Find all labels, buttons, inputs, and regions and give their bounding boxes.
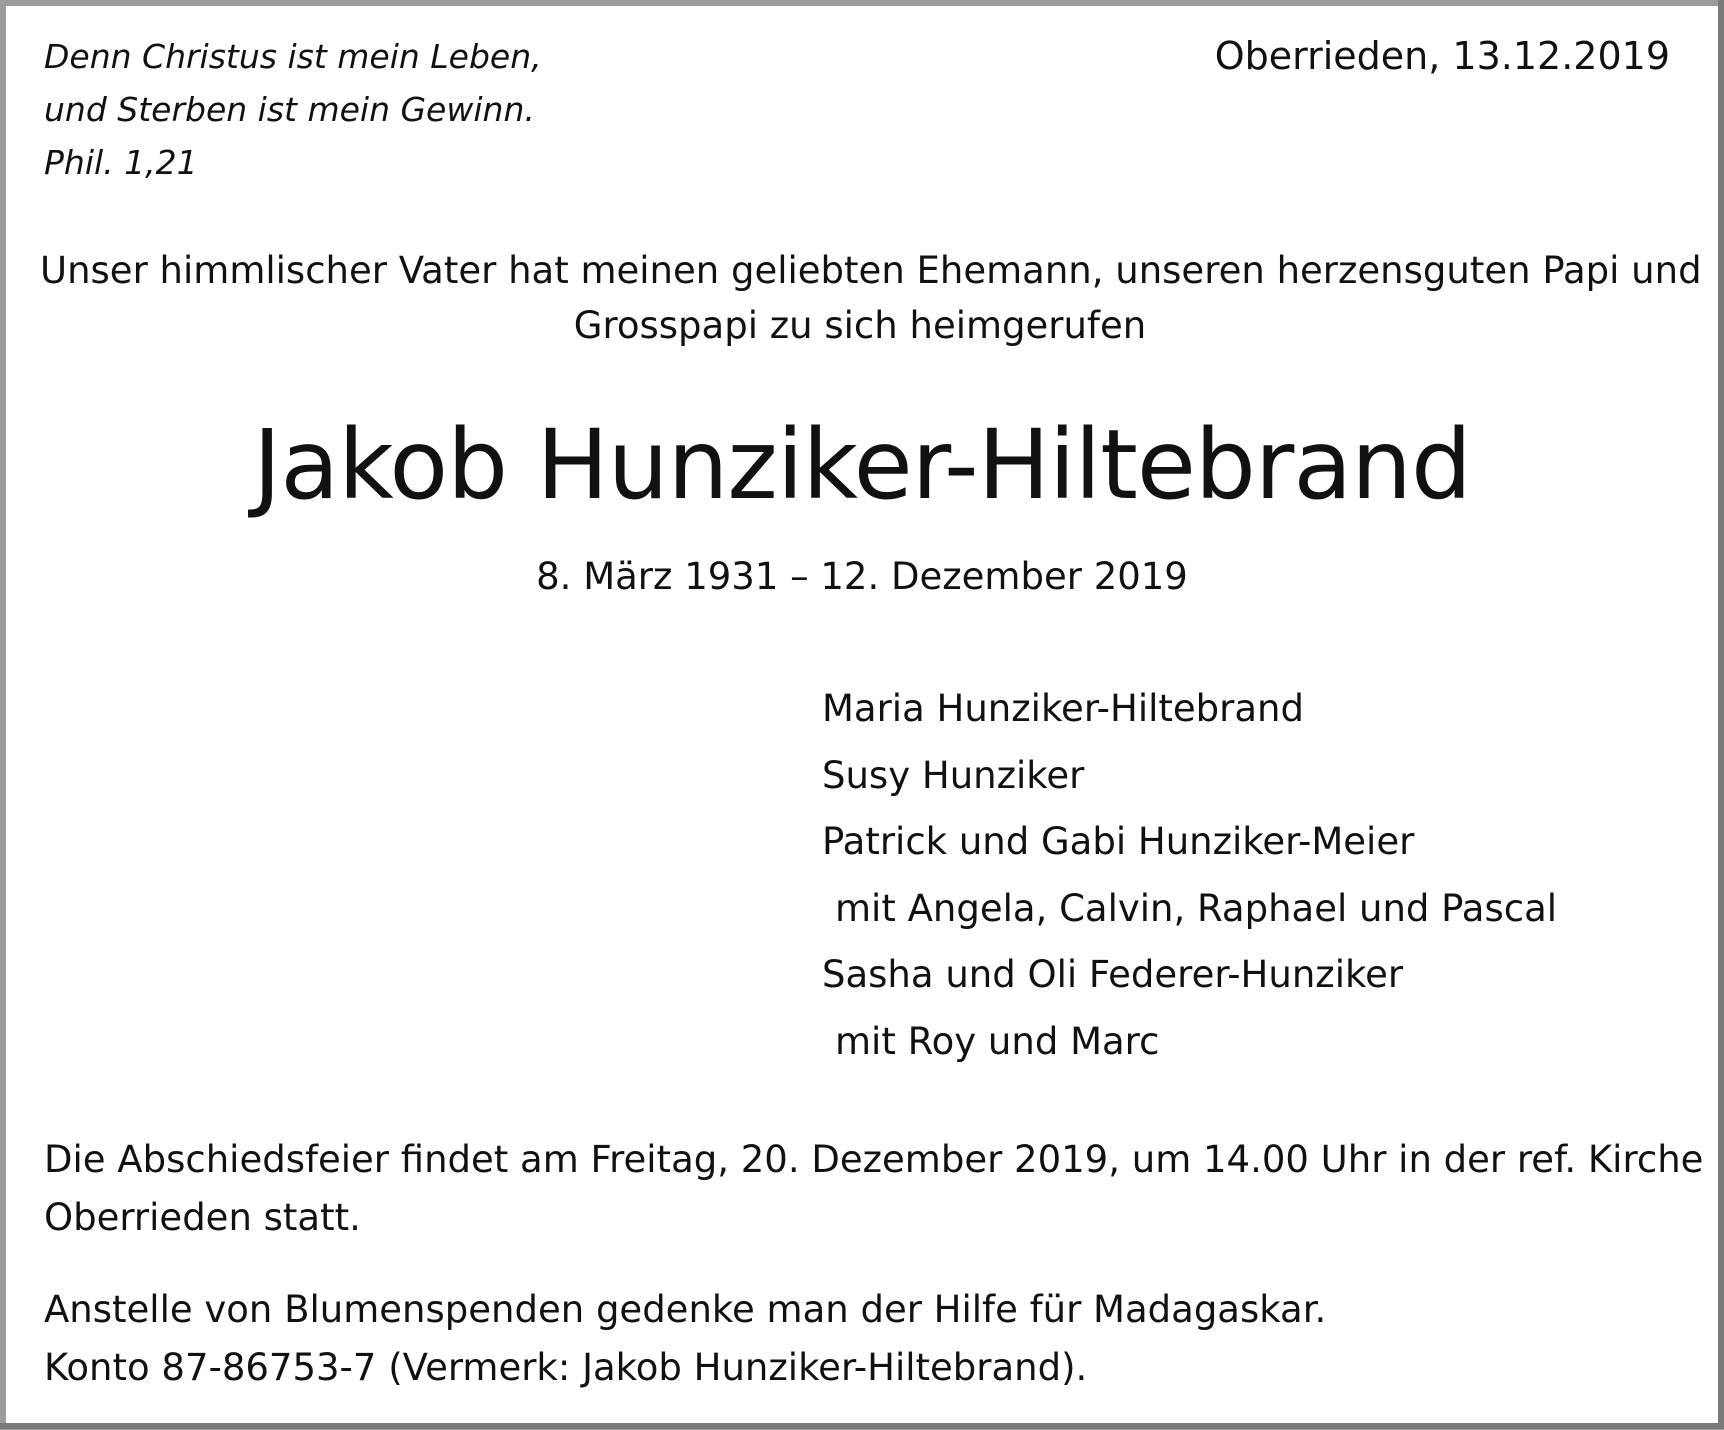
life-dates: 8. März 1931 – 12. Dezember 2019 — [536, 555, 1188, 598]
mourner-entry: Susy Hunziker — [822, 753, 1085, 797]
mourner-children: mit Roy und Marc — [835, 1019, 1160, 1063]
intro-line-2: Grosspapi zu sich heimgerufen — [573, 304, 1147, 347]
verse-reference: Phil. 1,21 — [44, 143, 198, 182]
mourner-entry: Patrick und Gabi Hunziker-Meier — [822, 820, 1415, 863]
mourners-list — [822, 676, 1557, 1075]
verse-line-2: und Sterben ist mein Gewinn. — [44, 90, 535, 129]
mourner-entry: Maria Hunziker-Hiltebrand — [822, 687, 1304, 730]
donation-line-2: Konto 87-86753-7 (Vermerk: Jakob Hunziker-Hiltebrand). — [44, 1346, 1088, 1389]
mourner-children: mit Angela, Calvin, Raphael und Pascal — [835, 886, 1558, 930]
deceased-name: Jakob Hunziker-Hiltebrand — [253, 409, 1471, 521]
mourner-entry: Sasha und Oli Federer-Hunziker — [822, 953, 1404, 996]
donation-line-1: Anstelle von Blumenspenden gedenke man der Hilfe für Madagaskar. — [44, 1288, 1327, 1331]
donation-info — [44, 1281, 1326, 1397]
verse-line-1: Denn Christus ist mein Leben, — [44, 37, 542, 76]
place-and-date: Oberrieden, 13.12.2019 — [1214, 34, 1670, 78]
announcement-intro — [40, 243, 1702, 353]
frame-shadow-bottom — [0, 1423, 1724, 1429]
intro-line-1: Unser himmlischer Vater hat meinen geliebten Ehemann, unseren herzensguten Papi und — [40, 249, 1702, 292]
bible-verse — [44, 30, 542, 189]
frame-shadow-right — [1718, 0, 1724, 1429]
ceremony-info — [44, 1131, 1703, 1247]
ceremony-line-1: Die Abschiedsfeier findet am Freitag, 20. Dezember 2019, um 14.00 Uhr in der ref. Kirche — [44, 1138, 1704, 1181]
ceremony-line-2: Oberrieden statt. — [44, 1196, 361, 1239]
